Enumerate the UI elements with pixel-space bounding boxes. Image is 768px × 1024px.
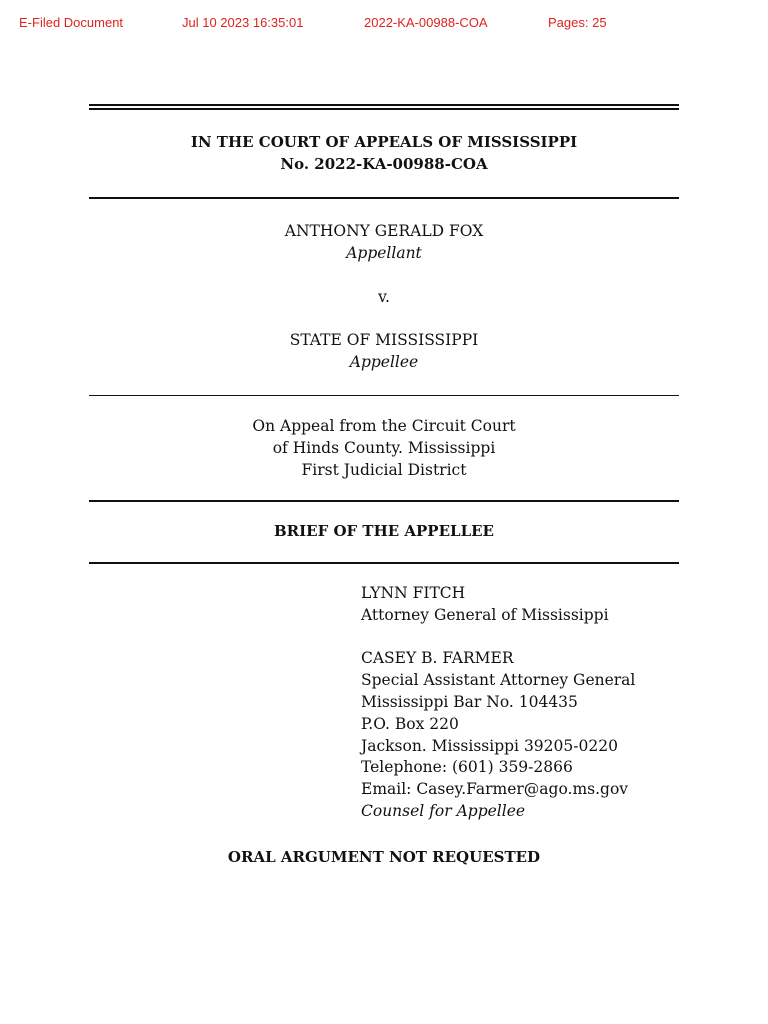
email: Email: Casey.Farmer@ago.ms.gov	[361, 780, 629, 799]
efile-page-count: Pages: 25	[548, 15, 607, 30]
attorney-name: CASEY B. FARMER	[361, 649, 514, 668]
appeal-line-1: On Appeal from the Circuit Court	[252, 417, 516, 435]
efile-label: E-Filed Document	[19, 15, 124, 30]
counsel-block	[361, 583, 635, 823]
section-divider	[89, 197, 679, 199]
appellee-name: STATE OF MISSISSIPPI	[289, 331, 479, 349]
attorney-general-title: Attorney General of Mississippi	[361, 605, 609, 624]
telephone: Telephone: (601) 359-2866	[361, 758, 573, 777]
section-divider	[89, 395, 679, 396]
appeal-line-2: of Hinds County. Mississippi	[272, 439, 496, 457]
versus-label: v.	[378, 288, 390, 306]
city-address: Jackson. Mississippi 39205-0220	[361, 736, 618, 755]
court-name: IN THE COURT OF APPEALS OF MISSISSIPPI	[190, 133, 578, 151]
po-box: P.O. Box 220	[361, 714, 459, 733]
section-divider	[89, 562, 679, 564]
double-rule-bottom	[89, 108, 679, 110]
oral-argument-notice: ORAL ARGUMENT NOT REQUESTED	[227, 848, 541, 866]
efile-case-number: 2022-KA-00988-COA	[364, 15, 488, 30]
appeal-line-3: First Judicial District	[301, 461, 467, 479]
bar-number: Mississippi Bar No. 104435	[361, 692, 578, 711]
brief-title: BRIEF OF THE APPELLEE	[274, 522, 494, 540]
double-rule-top	[89, 104, 679, 106]
appellant-role: Appellant	[346, 244, 422, 262]
appellee-role: Appellee	[349, 353, 419, 371]
efile-stamp	[0, 15, 768, 33]
efile-datetime: Jul 10 2023 16:35:01	[182, 15, 304, 30]
attorney-general-name: LYNN FITCH	[361, 584, 466, 602]
counsel-role: Counsel for Appellee	[361, 801, 526, 820]
appellant-name: ANTHONY GERALD FOX	[284, 222, 484, 240]
case-number: No. 2022-KA-00988-COA	[280, 155, 488, 173]
section-divider	[89, 500, 679, 502]
attorney-title: Special Assistant Attorney General	[361, 671, 636, 690]
